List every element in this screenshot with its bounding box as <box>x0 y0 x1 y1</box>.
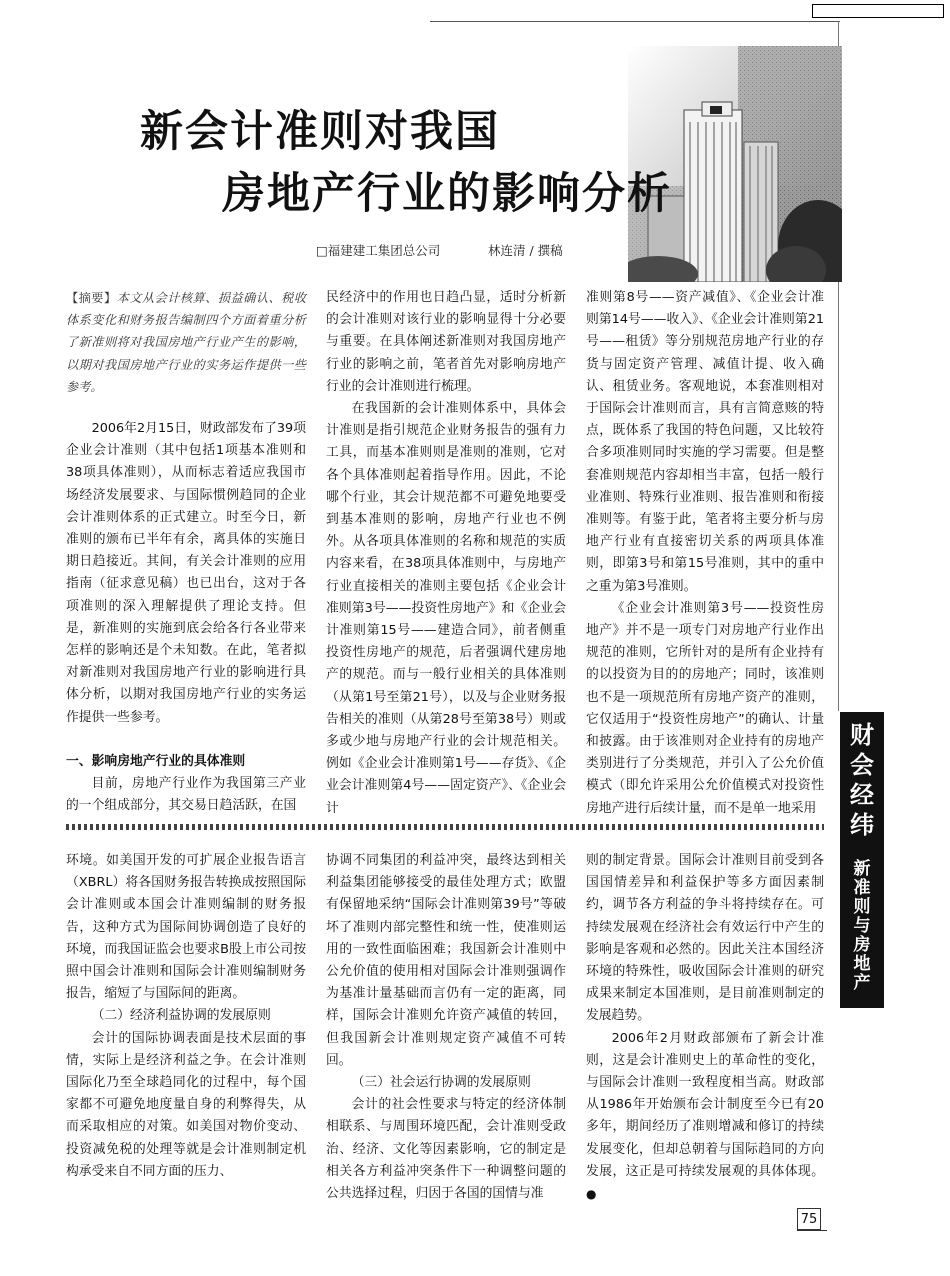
abstract-label: 【摘要】 <box>66 291 117 305</box>
sidebar-subtitle <box>840 860 884 993</box>
paragraph: 在我国新的会计准则体系中，具体会计准则是指引规范企业财务报告的强有力工具，而基本准则则是准则的准则，它对各个具体准则起着指导作用。因此，不论哪个行业，其会计规范都不可避免地要受到基本准则的影响，房地产行业也不例外。从各项具体准则的名称和规范的实质内容来看，在38项具体准则中，与房地产行业直接相关的准则主要包括《企业会计准则第3号——投资性房地产》和《企业会计准则第15号——建造合同》，前者侧重投资性房地产的规范，后者强调代建房地产的规范。而与一般行业相关的具体准则（从第1号至第21号），以及与企业财务报告相关的准则（从第28号至第38号）则或多或少地与房地产行业的会计规范相关。例如《企业会计准则第1号——存货》、《企业会计准则第4号——固定资产》、《企业会计 <box>326 401 566 816</box>
column-5 <box>326 850 566 1205</box>
column-3 <box>586 287 824 820</box>
section-divider <box>66 824 824 830</box>
sidebar-sub-char: 准 <box>853 878 871 898</box>
article-title-line1: 新会计准则对我国 <box>140 107 500 157</box>
abstract <box>66 287 306 398</box>
sidebar-sub-char: 产 <box>853 973 871 993</box>
section-sidebar <box>840 712 884 1008</box>
column-6 <box>586 850 824 1206</box>
sub-heading: （三）社会运行协调的发展原则 <box>351 1075 531 1091</box>
paragraph: 民经济中的作用也日趋凸显，适时分析新的会计准则对该行业的影响显得十分必要与重要。在具体阐述新准则对我国房地产行业的影响之前，笔者首先对影响房地产行业的会计准则进行梳理。 <box>326 290 566 394</box>
sidebar-sub-char: 地 <box>853 954 871 974</box>
paragraph: 2006年2月15日，财政部发布了39项企业会计准则（其中包括1项基本准则和38项具体准则），从而标志着适应我国市场经济发展要求、与国际惯例趋同的企业会计准则体系的正式建立。时至今日，新准则的颁布已半年有余，离具体的实施日期日趋接近。其间，有关会计准则的应用指南（征求意见稿）也已出台，这对于各项准则的深入理解提供了理论支持。但是，新准则的实施到底会给各行各业带来怎样的影响还是个未知数。在此，笔者拟对新准则对我国房地产行业的影响进行具体分析，以期对我国房地产行业的实务运作提供一些参考。 <box>66 421 306 725</box>
sidebar-char: 经 <box>850 781 874 809</box>
abstract-text: 本文从会计核算、损益确认、税收体系变化和财务报告编制四个方面着重分析了新准则将对我国房地产行业产生的影响，以期对我国房地产行业的实务运作提供一些参考。 <box>66 291 306 394</box>
paragraph: 目前，房地产行业作为我国第三产业的一个组成部分，其交易日趋活跃，在国 <box>66 776 306 814</box>
column-1 <box>66 418 306 817</box>
author-name: 林连清 / 撰稿 <box>488 243 563 258</box>
sidebar-char: 纬 <box>850 811 874 839</box>
paragraph <box>586 1028 824 1207</box>
paragraph: 《企业会计准则第3号——投资性房地产》并不是一项专门对房地产行业作出规范的准则，它所针对的是所有企业持有的以投资为目的的房地产；同时，该准则也不是一项规范所有房地产资产的准则，它仅适用于“投资性房地产”的确认、计量和披露。由于该准则对企业持有的房地产类别进行了分类规范，并引入了公允价值模式（即允许采用公允价值模式对投资性房地产进行后续计量，而不是单一地采用 <box>586 600 824 816</box>
paragraph-text: 2006年2月财政部颁布了新会计准则，这是会计准则史上的革命性的变化，与国际会计准则一致程度相当高。财政部从1986年开始颁布会计制度至今已有20多年，期间经历了准则增减和修订的持续发展变化，但却总朝着与国际趋同的方向发展，这正是可持续发展观的具体体现。 <box>586 1030 824 1179</box>
author-organization: □福建建工集团总公司 <box>316 243 441 258</box>
article-title-line2: 房地产行业的影响分析 <box>222 169 672 219</box>
paragraph: 协调不同集团的利益冲突，最终达到相关利益集团能够接受的最佳处理方式；欧盟有保留地采纳“国际会计准则第39号”等破坏了准则内部完整性和统一性，使准则运用的一致性面临困难；我国新会计准则中公允价值的使用相对国际会计准则强调作为基准计量基础而言仍有一定的距离，同样，国际会计准则允许资产减值的转回，但我国新会计准则规定资产减值不可转回。 <box>326 853 566 1068</box>
sub-heading: （二）经济利益协调的发展原则 <box>91 1008 271 1024</box>
page-number-frame <box>797 1230 827 1231</box>
sidebar-section-title <box>840 720 884 840</box>
paragraph: 会计的国际协调表面是技术层面的事情，实际上是经济利益之争。在会计准则国际化乃至全球趋同化的过程中，每个国家都不可避免地度量自身的利弊得失，从而采取相应的对策。如美国对物价变动、投资减免税的处理等就是会计准则制定机构承受来自不同方面的压力、 <box>66 1030 306 1179</box>
sidebar-char: 会 <box>850 751 874 779</box>
paragraph: 则的制定背景。国际会计准则目前受到各国国情差异和利益保护等多方面因素制约，调节各方利益的争斗将持续存在。可持续发展观在经济社会有效运行中产生的影响是客观和必然的。因此关注本国经济环境的特殊性，吸收国际会计准则的研究成果来制定本国准则，是目前准则制定的发展趋势。 <box>586 853 824 1024</box>
paragraph: 会计的社会性要求与特定的经济体制相联系、与周围环境匹配，会计准则受政治、经济、文化等因素影响，它的制定是相关各方利益冲突条件下一种调整问题的公共选择过程，归因于各国的国情与准 <box>326 1097 566 1202</box>
header-box <box>812 4 944 18</box>
column-4 <box>66 850 306 1183</box>
sidebar-sub-char: 新 <box>853 859 871 879</box>
section-heading: 一、影响房地产行业的具体准则 <box>66 753 246 769</box>
sidebar-sub-char: 则 <box>853 897 871 917</box>
end-mark-icon: ● <box>586 1187 597 1202</box>
sidebar-char: 财 <box>850 721 874 749</box>
column-2 <box>326 287 566 820</box>
header-rule <box>430 21 840 22</box>
paragraph: 环境。如美国开发的可扩展企业报告语言（XBRL）将各国财务报告转换成按照国际会计准则或本国会计准则编制的财务报告，这种方式为国际间协调创造了良好的环境，而我国证监会也要求B股上市公司按照中国会计准则和国际会计准则编制财务报告，缩短了与国际间的距离。 <box>66 853 306 1002</box>
page-number: 75 <box>797 1208 821 1230</box>
sidebar-sub-char: 与 <box>853 916 871 936</box>
sidebar-sub-char: 房 <box>853 935 871 955</box>
paragraph: 准则第8号——资产减值》、《企业会计准则第14号——收入》、《企业会计准则第21号——租赁》等分别规范房地产行业的存货与固定资产管理、减值计提、收入确认、租赁业务。客观地说，本套准则相对于国际会计准则而言，具有言简意赅的特点，既体系了我国的特色问题，又比较符合多项准则同时实施的学习需要。但是整套准则规范内容却相当丰富，包括一般行业准则、特殊行业准则、报告准则和衔接准则等。有鉴于此，笔者将主要分析与房地产行业有直接密切关系的两项具体准则，即第3号和第15号准则，其中的重中之重为第3号准则。 <box>586 290 824 594</box>
